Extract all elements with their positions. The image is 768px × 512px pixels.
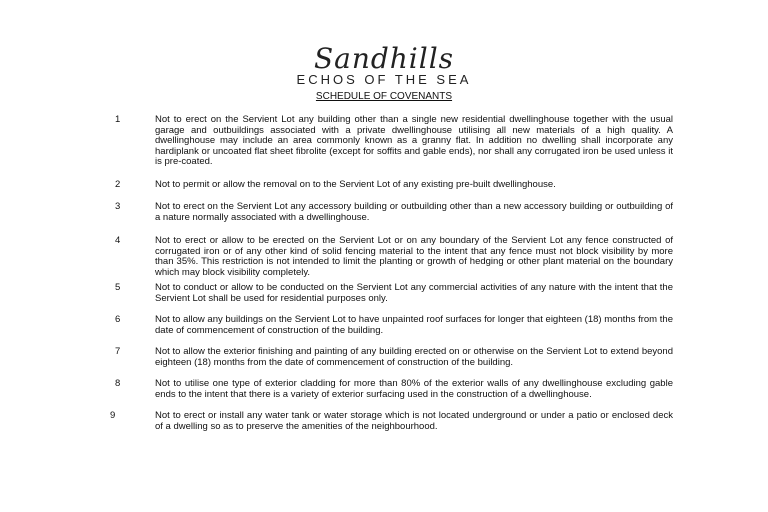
- covenant-number: 5: [115, 282, 121, 293]
- covenant-number: 8: [115, 378, 121, 389]
- covenant-text: Not to allow the exterior finishing and painting of any building erected on or otherwise on the Servient Lot to extend beyond eighteen (18) months from the date of commencement of construction of the building.: [155, 346, 673, 368]
- schedule-heading: SCHEDULE OF COVENANTS: [315, 91, 453, 102]
- covenant-number: 6: [115, 314, 121, 325]
- covenant-number: 7: [115, 346, 121, 357]
- covenant-text: Not to erect on the Servient Lot any accessory building or outbuilding other than a new accessory building or outbuilding of a nature normally associated with a dwellinghouse.: [155, 201, 673, 223]
- covenant-text: Not to allow any buildings on the Servient Lot to have unpainted roof surfaces for longer that eighteen (18) months from the date of commencement of construction of the building.: [155, 314, 673, 336]
- covenant-number: 9: [110, 410, 116, 421]
- covenant-text: Not to erect on the Servient Lot any building other than a single new residential dwellinghouse together with the usual garage and outbuildings associated with a private dwellinghouse utilising all new materials of a high quality. A dwellinghouse may include an area commonly known as a granny flat. In addition no dwelling shall incorporate any hardiplank or uncoated flat sheet fibrolite (except for soffits and gable ends), nor shall any corrugated iron be used unless it is pre-coated.: [155, 114, 673, 168]
- covenant-number: 2: [115, 179, 121, 190]
- sandhills-logo: Sandhills: [313, 42, 455, 75]
- covenant-text: Not to utilise one type of exterior cladding for more than 80% of the exterior walls of any dwellinghouse excluding gable ends to the intent that there is a variety of exterior surfacing used in the construction of a dwellinghouse.: [155, 378, 673, 400]
- covenant-number: 4: [115, 235, 121, 246]
- document-subtitle: ECHOS OF THE SEA: [296, 72, 472, 87]
- covenant-number: 1: [115, 114, 121, 125]
- covenant-text: Not to permit or allow the removal on to the Servient Lot of any existing pre-built dwellinghouse.: [155, 179, 556, 190]
- covenant-text: Not to erect or install any water tank or water storage which is not located underground or under a patio or enclosed deck of a dwelling so as to preserve the amenities of the neighbourhood.: [155, 410, 673, 432]
- covenant-text: Not to conduct or allow to be conducted on the Servient Lot any commercial activities of any nature with the intent that the Servient Lot shall be used for residential purposes only.: [155, 282, 673, 304]
- covenant-number: 3: [115, 201, 121, 212]
- covenant-text: Not to erect or allow to be erected on the Servient Lot or on any boundary of the Servient Lot any fence constructed of corrugated iron or of any other kind of solid fencing material to the intent that any fence must not block visibility by more than 35%. This restriction is not intended to limit the planting or growth of hedging or other plant material on the boundary which may block visibility completely.: [155, 235, 673, 278]
